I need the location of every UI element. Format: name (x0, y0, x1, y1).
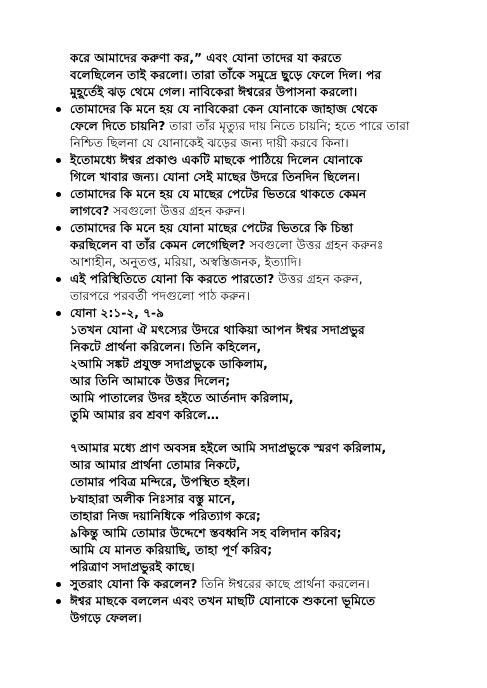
bullet-dot-icon (56, 277, 61, 282)
bullet-dot-icon (56, 311, 61, 316)
bullet-dot-icon (56, 599, 61, 604)
answer-text: আশাহীন, অনুতপ্ত, মরিয়া, অস্বস্তিজনক, ইত্যাদি। (70, 255, 302, 269)
verse-line: আমি যে মানত করিয়াছি, তাহা পূর্ণ করিব; (70, 543, 273, 557)
verse-line: আমি পাতালের উদর হইতে আর্তনাদ করিলাম, (70, 391, 294, 405)
bullet-line: ঈশ্বর মাছকে বললেন এবং তখন মাছটি যোনাকে শুকনো ভূমিতে (70, 594, 376, 608)
bullet-item (70, 220, 445, 271)
bullet-item (70, 576, 445, 593)
verse-line: আর তিনি আমাকে উত্তর দিলেন; (70, 374, 231, 388)
verse-line: তোমার পবিত্র মন্দিরে, উপস্থিত হইল। (70, 475, 251, 489)
bullet-item (70, 593, 445, 627)
question-text: সুতরাং যোনা কি করলেন? (70, 577, 198, 591)
bullet-item (70, 152, 445, 186)
answer-text: নিশ্চিত ছিলনা যে যোনাকেই ঝড়ের জন্য দায়ী করবে কিনা। (70, 136, 349, 150)
verse-line: তুমি আমার রব শ্রবণ করিলে… (70, 408, 219, 422)
verse-line: নিকটে প্রার্থনা করিলেন। তিনি কহিলেন, (70, 340, 262, 354)
bullet-dot-icon (56, 192, 61, 197)
bullet-item (70, 271, 445, 305)
bullet-item (70, 186, 445, 220)
verse-line: ১তখন যোনা ঐ মৎস্যের উদরে থাকিয়া আপন ঈশ্বর সদাপ্রভুর (70, 323, 365, 337)
bullet-line: তোমাদের কি মনে হয় যে নাবিকেরা কেন যোনাকে জাহাজ থেকে (70, 102, 378, 116)
bullet-item (70, 101, 445, 152)
answer-text: উত্তর গ্রহন করুন, (274, 272, 363, 286)
bullet-dot-icon (56, 226, 61, 231)
bullet-dot-icon (56, 107, 61, 112)
verse-line: আর আমার প্রার্থনা তোমার নিকটে, (70, 458, 241, 472)
intro-line: বলেছিলেন তাই করলো। তারা তাঁকে সমুদ্রে ছুড়ে ফেলে দিল। পর (70, 68, 382, 82)
verse-line: ৯কিন্তু আমি তোমার উদ্দেশে স্তবধ্বনি সহ বলিদান করিব; (70, 526, 342, 540)
bullet-line: তোমাদের কি মনে হয় যে মাছের পেটের ভিতরে থাকতে কেমন (70, 187, 367, 201)
question-text: এই পরিস্থিতিতে যোনা কি করতে পারতো? (70, 272, 275, 286)
answer-text: তিনি ঈশ্বরের কাছে প্রার্থনা করলেন। (197, 577, 370, 591)
answer-text: সবগুলো উত্তর গ্রহন করুন। (109, 204, 246, 218)
verse-line: পরিত্রাণ সদাপ্রভুরই কাছে। (70, 560, 195, 574)
verse-line: ৮যাহারা অলীক নিঃসার বস্তু মানে, (70, 492, 236, 506)
bullet-line: গিলে খাবার জন্য। যোনা সেই মাছের উদরে তিনদিন ছিলেন। (70, 170, 361, 184)
bullet-dot-icon (56, 582, 61, 587)
bullet-item (70, 305, 445, 322)
verse-line: ২আমি সঙ্কট প্রযুক্ত সদাপ্রভুকে ডাকিলাম, (70, 357, 268, 371)
verse-line: তাহারা নিজ দয়ানিধিকে পরিত্যাগ করে; (70, 509, 261, 523)
verse-line: ৭আমার মধ্যে প্রাণ অবসন্ন হইলে আমি সদাপ্রভুকে স্মরণ করিলাম, (70, 441, 387, 455)
answer-text: তারা তাঁর মৃত্যুর দায় নিতে চায়নি; হতে পারে তারা (165, 119, 410, 133)
intro-line: করে আমাদের করুণা কর,” এবং যোনা তাদের যা করতে (70, 51, 342, 65)
bullet-dot-icon (56, 158, 61, 163)
intro-paragraph (70, 50, 445, 101)
question-text: লাগবে? (70, 204, 110, 218)
bullet-line: তোমাদের কি মনে হয় যোনা মাছের পেটের ভিতরে কি চিন্তা (70, 221, 354, 235)
answer-text: সবগুলো উত্তর গ্রহন করুনঃ (245, 238, 384, 252)
bullet-line: উগড়ে ফেলল। (70, 611, 142, 625)
question-text: করছিলেন বা তাঁর কেমন লেগেছিল? (70, 238, 246, 252)
intro-line: মুহূর্তেই ঝড় থেমে গেল। নাবিকেরা ঈশ্বরের উপাসনা করলো। (70, 85, 358, 99)
verse-gap (70, 424, 445, 440)
scripture-passage (70, 322, 445, 576)
question-text: ফেলে দিতে চায়নি? (70, 119, 166, 133)
bullet-line: ইতোমধ্যে ঈশ্বর প্রকাণ্ড একটি মাছকে পাঠিয়ে দিলেন যোনাকে (70, 153, 363, 167)
answer-text: তারপরে পরবর্তী পদগুলো পাঠ করুন। (70, 289, 250, 303)
scripture-reference: যোনা ২:১-২, ৭-৯ (70, 306, 165, 320)
